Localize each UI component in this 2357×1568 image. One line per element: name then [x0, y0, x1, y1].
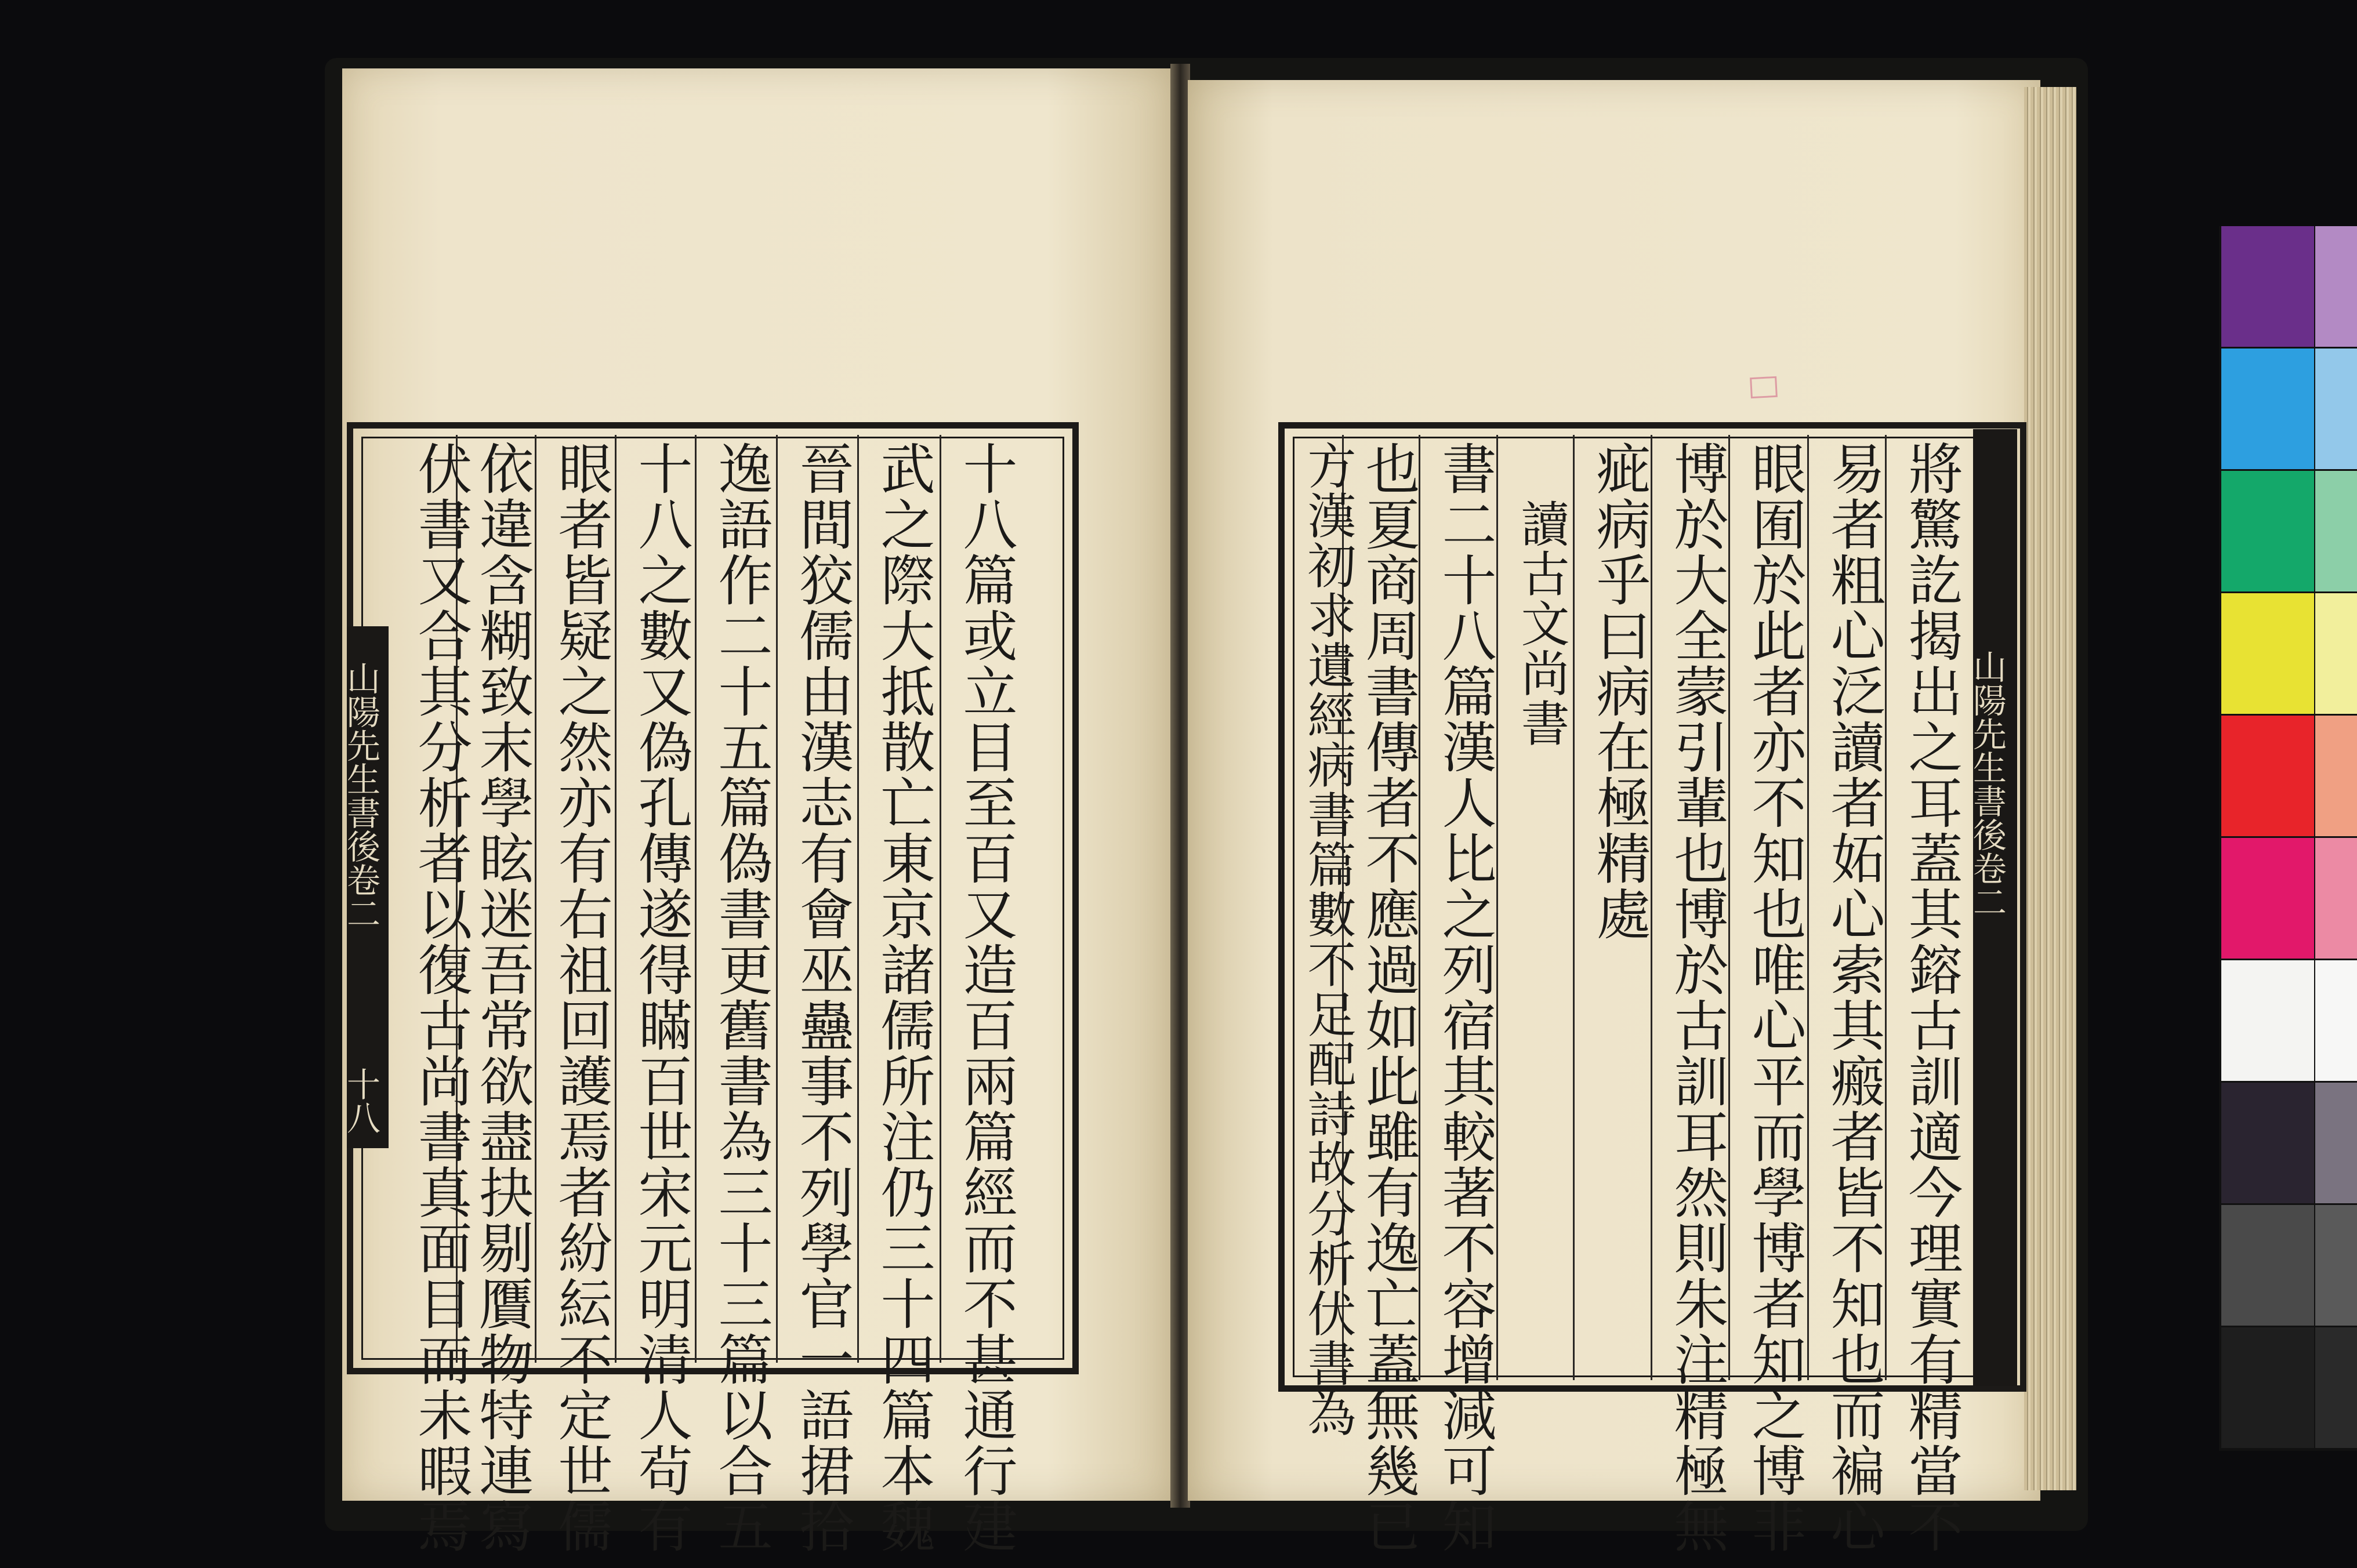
column-rule	[535, 435, 536, 1363]
red-seal-mark	[1750, 376, 1778, 398]
color-patch	[2221, 349, 2314, 469]
color-patch	[2315, 471, 2357, 591]
right-centerfold	[1967, 429, 2017, 1386]
color-patch	[2221, 226, 2314, 347]
page-edges	[2024, 87, 2076, 1490]
color-checker	[2219, 226, 2357, 1451]
color-patch	[2221, 960, 2314, 1081]
color-patch	[2315, 960, 2357, 1081]
color-patch	[2315, 593, 2357, 714]
color-patch	[2315, 1083, 2357, 1203]
left-column-3: 晉間狡儒由漢志有會巫蠱事不列學官一語捃拾	[790, 441, 853, 1554]
right-column-4: 博於大全蒙引輩也博於古訓耳然則朱注精極無	[1665, 441, 1728, 1554]
column-rule	[1807, 435, 1809, 1380]
color-patch	[2221, 1083, 2314, 1203]
right-centerfold-title: 山陽先生書後卷二	[1967, 649, 2007, 919]
right-column-6-heading: 讀古文尚書	[1513, 499, 1570, 748]
color-patch	[2221, 716, 2314, 836]
right-column-1: 將驚訖揭出之耳蓋其鎔古訓適今理實有精當不	[1899, 441, 1962, 1554]
right-column-7: 書二十八篇漢人比之列宿其較著不容增減可知	[1433, 441, 1496, 1554]
left-column-6: 眼者皆疑之然亦有右祖回護焉者紛紜不定世儒	[549, 441, 612, 1554]
left-column-7: 依違含糊致末學眩迷吾常欲盡抉剔贋物特連寫	[470, 441, 533, 1554]
column-rule	[615, 435, 617, 1363]
color-patch	[2315, 1205, 2357, 1326]
left-column-8: 伏書又合其分析者以復古尚書真面目而未暇焉	[408, 441, 472, 1554]
column-rule	[695, 435, 697, 1363]
left-folio-number: 十八	[341, 1067, 380, 1134]
color-patch	[2221, 1205, 2314, 1326]
left-column-1: 十八篇或立目至百又造百兩篇經而不甚通行建	[953, 441, 1017, 1554]
color-patch	[2221, 471, 2314, 591]
color-patch	[2315, 226, 2357, 347]
color-patch	[2315, 838, 2357, 959]
right-column-3: 眼囿於此者亦不知也唯心平而學博者知之博非	[1742, 441, 1805, 1554]
book-gutter	[1170, 64, 1190, 1508]
color-patch	[2315, 716, 2357, 836]
color-patch	[2315, 1327, 2357, 1448]
left-column-2: 武之際大抵散亡東京諸儒所注仍三十四篇本魏	[871, 441, 934, 1554]
color-patch	[2315, 349, 2357, 469]
color-patch	[2221, 593, 2314, 714]
column-rule	[857, 435, 859, 1363]
left-column-5: 十八之數又偽孔傳遂得瞞百世宋元明清人茍有	[629, 441, 692, 1554]
right-column-9: 方漢初求遺經病書篇數不足配詩故分析伏書為	[1300, 441, 1357, 1438]
left-column-4: 逸語作二十五篇偽書更舊書為三十三篇以合五	[709, 441, 772, 1554]
right-column-2: 易者粗心泛讀者妬心索其瘢者皆不知也而褊心	[1821, 441, 1884, 1554]
left-centerfold	[341, 626, 389, 1148]
color-patch	[2221, 1327, 2314, 1448]
color-patch	[2221, 838, 2314, 959]
column-rule	[940, 435, 941, 1363]
right-column-5: 疵病乎曰病在極精處	[1587, 441, 1650, 942]
left-centerfold-title: 山陽先生書後卷二	[341, 661, 380, 930]
column-rule	[776, 435, 778, 1363]
right-column-8: 也夏商周書傳者不應過如此雖有逸亡蓋無幾已	[1356, 441, 1419, 1554]
